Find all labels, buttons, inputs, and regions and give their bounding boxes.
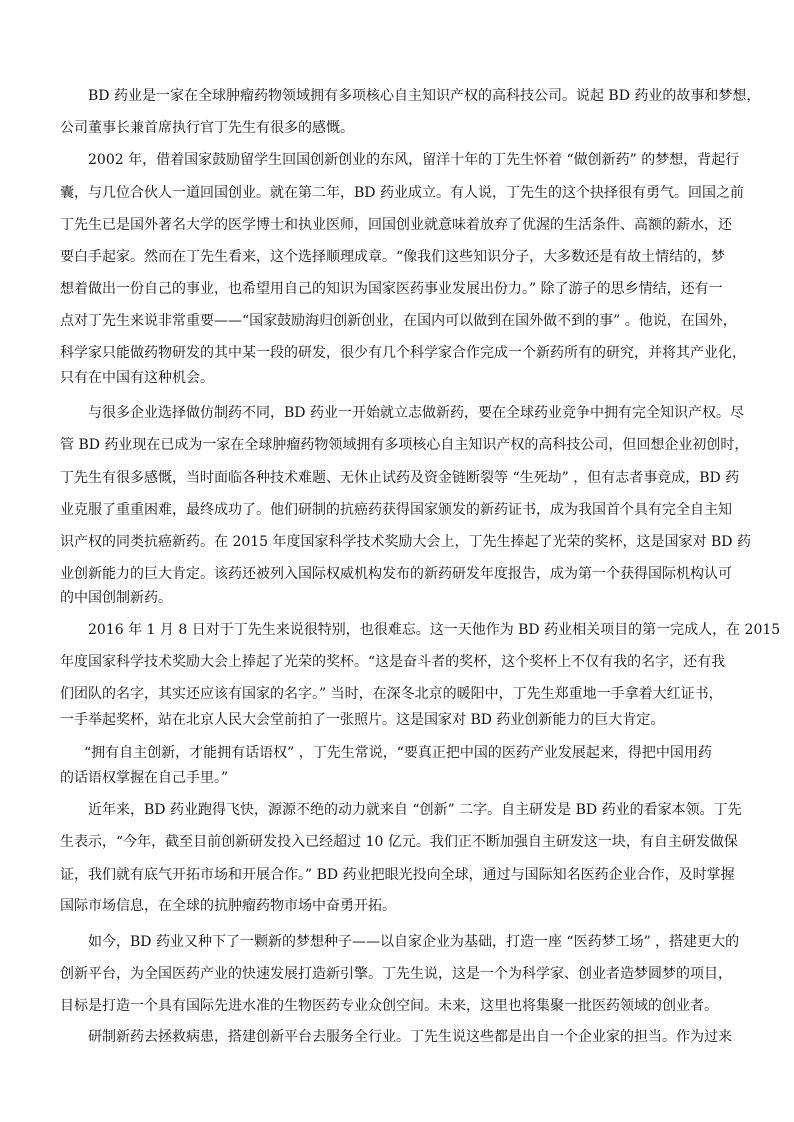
text-line: 管 BD 药业现在已成为一家在全球肿瘤药物领域拥有多项核心自主知识产权的高科技公司，但回想企业初创时， [60, 437, 749, 453]
text-line: 目标是打造一个具有国际先进水准的生物医药专业众创空间。未来，这里也将集聚一批医药领域的创业者。 [60, 998, 718, 1014]
text-line: 与很多企业选择做仿制药不同，BD 药业一开始就立志做新药，要在全球药业竞争中拥有完全知识产权。尽 [88, 405, 744, 421]
text-line: 近年来，BD 药业跑得飞快，源源不绝的动力就来自 “创新” 二字。自主研发是 BD 药业的看家本领。丁先 [88, 802, 742, 818]
text-line: BD 药业是一家在全球肿瘤药物领域拥有多项核心自主知识产权的高科技公司。说起 BD 药业的故事和梦想， [88, 88, 761, 104]
text-line: 识产权的同类抗癌新药。在 2015 年度国家科学技术奖励大会上，丁先生捧起了光荣的奖杯，这是国家对 BD 药 [60, 534, 751, 550]
text-line: 的话语权掌握在自己手里。” [60, 770, 229, 786]
text-line: 一手举起奖杯，站在北京人民大会堂前拍了一张照片。这是国家对 BD 药业创新能力的巨大肯定。 [60, 712, 665, 728]
text-line: 生表示，“今年，截至目前创新研发投入已经超过 10 亿元。我们正不断加强自主研发这一块，有自主研发做保 [60, 834, 738, 850]
text-line: 只有在中国有这种机会。 [60, 370, 214, 386]
text-line: 如今，BD 药业又种下了一颗新的梦想种子——以自家企业为基础，打造一座 “医药梦工场” ，搭建更大的 [88, 934, 740, 950]
text-line: 创新平台，为全国医药产业的快速发展打造新引擎。丁先生说，这是一个为科学家、创业者造梦圆梦的项目， [60, 966, 732, 982]
text-line: 证，我们就有底气开拓市场和开展合作。” BD 药业把眼光投向全球，通过与国际知名医药企业合作，及时掌握 [60, 867, 735, 883]
text-line: 要白手起家。然而在丁先生看来，这个选择顺理成章。“像我们这些知识分子，大多数还是有故土情结的，梦 [60, 249, 726, 265]
text-line: 点对丁先生来说非常重要——“国家鼓励海归创新创业，在国内可以做到在国外做不到的事” 。他说，在国外， [60, 313, 737, 329]
text-line: 丁先生有很多感慨，当时面临各种技术难题、无休止试药及资金链断裂等 “生死劫” ，但有志者事竟成，BD 药 [60, 470, 740, 486]
text-line: 们团队的名字，其实还应该有国家的名字。” 当时，在深冬北京的暖阳中，丁先生郑重地一手拿着大红证书， [60, 686, 723, 702]
text-line: “拥有自主创新，才能拥有话语权” ，丁先生常说，“要真正把中国的医药产业发展起来，得把中国用药 [84, 745, 712, 761]
text-line: 研制新药去拯救病患，搭建创新平台去服务全行业。丁先生说这些都是出自一个企业家的担当。作为过来 [88, 1029, 732, 1045]
text-line: 想着做出一份自己的事业，也希望用自己的知识为国家医药事业发展出份力。” 除了游子的思乡情结，还有一 [60, 281, 723, 297]
text-line: 公司董事长兼首席执行官丁先生有很多的感慨。 [60, 120, 354, 136]
text-line: 业克服了重重困难，最终成功了。他们研制的抗癌药获得国家颁发的新药证书，成为我国首个具有完全自主知 [60, 502, 732, 518]
text-line: 2016 年 1 月 8 日对于丁先生来说很特别，也很难忘。这一天他作为 BD 药业相关项目的第一完成人，在 2015 [88, 622, 781, 638]
text-line: 丁先生已是国外著名大学的医学博士和执业医师，回国创业就意味着放弃了优渥的生活条件、高额的薪水，还 [60, 217, 732, 233]
text-line: 业创新能力的巨大肯定。该药还被列入国际权威机构发布的新药研发年度报告，成为第一个获得国际机构认可 [60, 566, 732, 582]
text-line: 年度国家科学技术奖励大会上捧起了光荣的奖杯。“这是奋斗者的奖杯，这个奖杯上不仅有我的名字，还有我 [60, 654, 726, 670]
text-line: 囊，与几位合伙人一道回国创业。就在第二年，BD 药业成立。有人说，丁先生的这个抉择很有勇气。回国之前 [60, 185, 744, 201]
text-line: 科学家只能做药物研发的其中某一段的研发，很少有几个科学家合作完成一个新药所有的研究，并将其产业化， [60, 345, 746, 361]
text-line: 的中国创制新药。 [60, 590, 172, 606]
text-line: 2002 年，借着国家鼓励留学生回国创新创业的东风，留洋十年的丁先生怀着 “做创新药” 的梦想，背起行 [88, 152, 740, 168]
text-line: 国际市场信息，在全球的抗肿瘤药物市场中奋勇开拓。 [60, 898, 396, 914]
